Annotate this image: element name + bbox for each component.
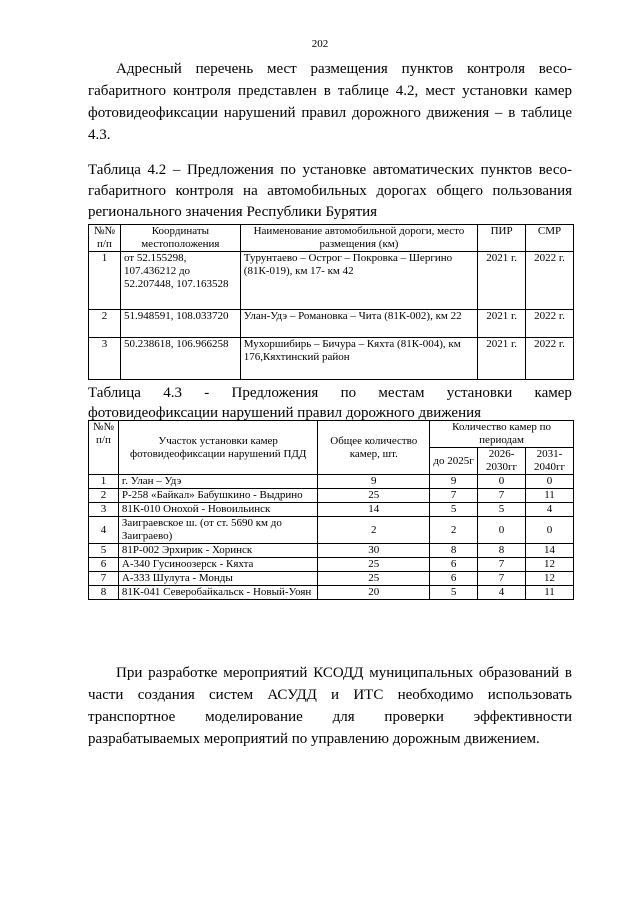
- row-number: 4: [89, 517, 119, 544]
- t42-header-pir: ПИР: [478, 225, 526, 252]
- table-row: [89, 586, 574, 600]
- caption-word: 4.3: [163, 385, 182, 401]
- table-4-2-caption: Таблица 4.2 – Предложения по установке автоматических пунктов весо-габаритного контроля на автомобильных дорогах общего пользования регионального значения Республики Бурятия: [88, 162, 572, 220]
- period-2: 7: [478, 572, 526, 586]
- caption-line-2: фотовидеофиксации нарушений правил дорожного движения: [88, 405, 482, 421]
- total: 25: [318, 572, 430, 586]
- table-row: [89, 572, 574, 586]
- caption-word: местам: [378, 385, 425, 401]
- row-number: 5: [89, 544, 119, 558]
- period-1: 5: [430, 503, 478, 517]
- caption-word: установки: [446, 385, 513, 401]
- section: Р-258 «Байкал» Бабушкино - Выдрино: [118, 489, 318, 503]
- caption-word: -: [204, 385, 210, 401]
- caption-word: Предложения: [231, 385, 319, 401]
- smr-year: 2022 г.: [526, 310, 574, 338]
- table-row: [89, 517, 574, 544]
- table-4-2-header-row: [89, 225, 574, 252]
- caption-word: камер: [534, 385, 572, 401]
- caption-word: Таблица: [88, 385, 141, 401]
- period-1: 7: [430, 489, 478, 503]
- period-2: 5: [478, 503, 526, 517]
- total: 25: [318, 558, 430, 572]
- smr-year: 2022 г.: [526, 252, 574, 310]
- period-1: 2: [430, 517, 478, 544]
- section: г. Улан – Удэ: [118, 475, 318, 489]
- table-4-3: [88, 420, 574, 600]
- intro-paragraph: Адресный перечень мест размещения пунктов контроля весо-габаритного контроля представлен в таблице 4.2, мест установки камер фотовидеофиксации нарушений правил дорожного движения – в таблице 4.3.: [88, 61, 572, 143]
- table-4-3-header-row: [89, 421, 574, 448]
- pir-year: 2021 г.: [478, 310, 526, 338]
- page-number: 202: [311, 38, 329, 50]
- period-1: 6: [430, 558, 478, 572]
- period-2: 7: [478, 558, 526, 572]
- t43-header-period-1: до 2025г: [430, 448, 478, 475]
- row-number: 8: [89, 586, 119, 600]
- table-row: [89, 544, 574, 558]
- period-3: 11: [526, 586, 574, 600]
- table-4-3-caption: [88, 383, 572, 423]
- row-number: 6: [89, 558, 119, 572]
- table-row: [89, 252, 574, 310]
- road-name: Турунтаево – Острог – Покровка – Шергино (81К-019), км 17- км 42: [240, 252, 477, 310]
- t42-header-coordinates: Координаты местоположения: [120, 225, 240, 252]
- t43-header-periods: Количество камер по периодам: [430, 421, 574, 448]
- t43-header-number: №№ п/п: [89, 421, 119, 475]
- period-2: 0: [478, 475, 526, 489]
- period-3: 0: [526, 475, 574, 489]
- section: 81Р-002 Эрхирик - Хоринск: [118, 544, 318, 558]
- caption-word: по: [340, 385, 357, 401]
- road-name: Улан-Удэ – Романовка – Чита (81К-002), км 22: [240, 310, 477, 338]
- outro-paragraph: При разработке мероприятий КСОДД муниципальных образований в части создания систем АСУДД и ИТС необходимо использовать транспортное моделирование для проверки эффективности разрабатываемых мероприятий по управлению дорожным движением.: [88, 665, 572, 747]
- row-number: 7: [89, 572, 119, 586]
- total: 9: [318, 475, 430, 489]
- coordinates: от 52.155298, 107.436212 до 52.207448, 107.163528: [120, 252, 240, 310]
- table-row: [89, 489, 574, 503]
- pir-year: 2021 г.: [478, 338, 526, 380]
- period-2: 7: [478, 489, 526, 503]
- t42-header-road: Наименование автомобильной дороги, место размещения (км): [240, 225, 477, 252]
- period-1: 6: [430, 572, 478, 586]
- table-row: [89, 310, 574, 338]
- row-number: 3: [89, 338, 121, 380]
- period-3: 11: [526, 489, 574, 503]
- period-3: 14: [526, 544, 574, 558]
- period-3: 12: [526, 558, 574, 572]
- t42-header-smr: СМР: [526, 225, 574, 252]
- table-row: [89, 338, 574, 380]
- t43-header-period-3: 2031-2040гг: [526, 448, 574, 475]
- smr-year: 2022 г.: [526, 338, 574, 380]
- coordinates: 50.238618, 106.966258: [120, 338, 240, 380]
- road-name: Мухоршибирь – Бичура – Кяхта (81К-004), км 176,Кяхтинский район: [240, 338, 477, 380]
- section: А-333 Шулута - Монды: [118, 572, 318, 586]
- total: 20: [318, 586, 430, 600]
- total: 25: [318, 489, 430, 503]
- t43-header-period-2: 2026-2030гг: [478, 448, 526, 475]
- period-3: 0: [526, 517, 574, 544]
- total: 14: [318, 503, 430, 517]
- table-row: [89, 558, 574, 572]
- table-row: [89, 475, 574, 489]
- period-1: 5: [430, 586, 478, 600]
- section: 81К-010 Онохой - Новоильинск: [118, 503, 318, 517]
- period-1: 9: [430, 475, 478, 489]
- row-number: 1: [89, 252, 121, 310]
- period-2: 0: [478, 517, 526, 544]
- t43-header-section: Участок установки камер фотовидеофиксации нарушений ПДД: [118, 421, 318, 475]
- section: А-340 Гусиноозерск - Кяхта: [118, 558, 318, 572]
- table-4-2: [88, 224, 574, 380]
- row-number: 3: [89, 503, 119, 517]
- period-2: 4: [478, 586, 526, 600]
- section: Заиграевское ш. (от ст. 5690 км до Заиграево): [118, 517, 318, 544]
- period-3: 12: [526, 572, 574, 586]
- period-2: 8: [478, 544, 526, 558]
- section: 81К-041 Северобайкальск - Новый-Уоян: [118, 586, 318, 600]
- period-1: 8: [430, 544, 478, 558]
- table-row: [89, 503, 574, 517]
- row-number: 2: [89, 489, 119, 503]
- row-number: 1: [89, 475, 119, 489]
- coordinates: 51.948591, 108.033720: [120, 310, 240, 338]
- total: 2: [318, 517, 430, 544]
- period-3: 4: [526, 503, 574, 517]
- t42-header-number: №№ п/п: [89, 225, 121, 252]
- pir-year: 2021 г.: [478, 252, 526, 310]
- row-number: 2: [89, 310, 121, 338]
- t43-header-total: Общее количество камер, шт.: [318, 421, 430, 475]
- total: 30: [318, 544, 430, 558]
